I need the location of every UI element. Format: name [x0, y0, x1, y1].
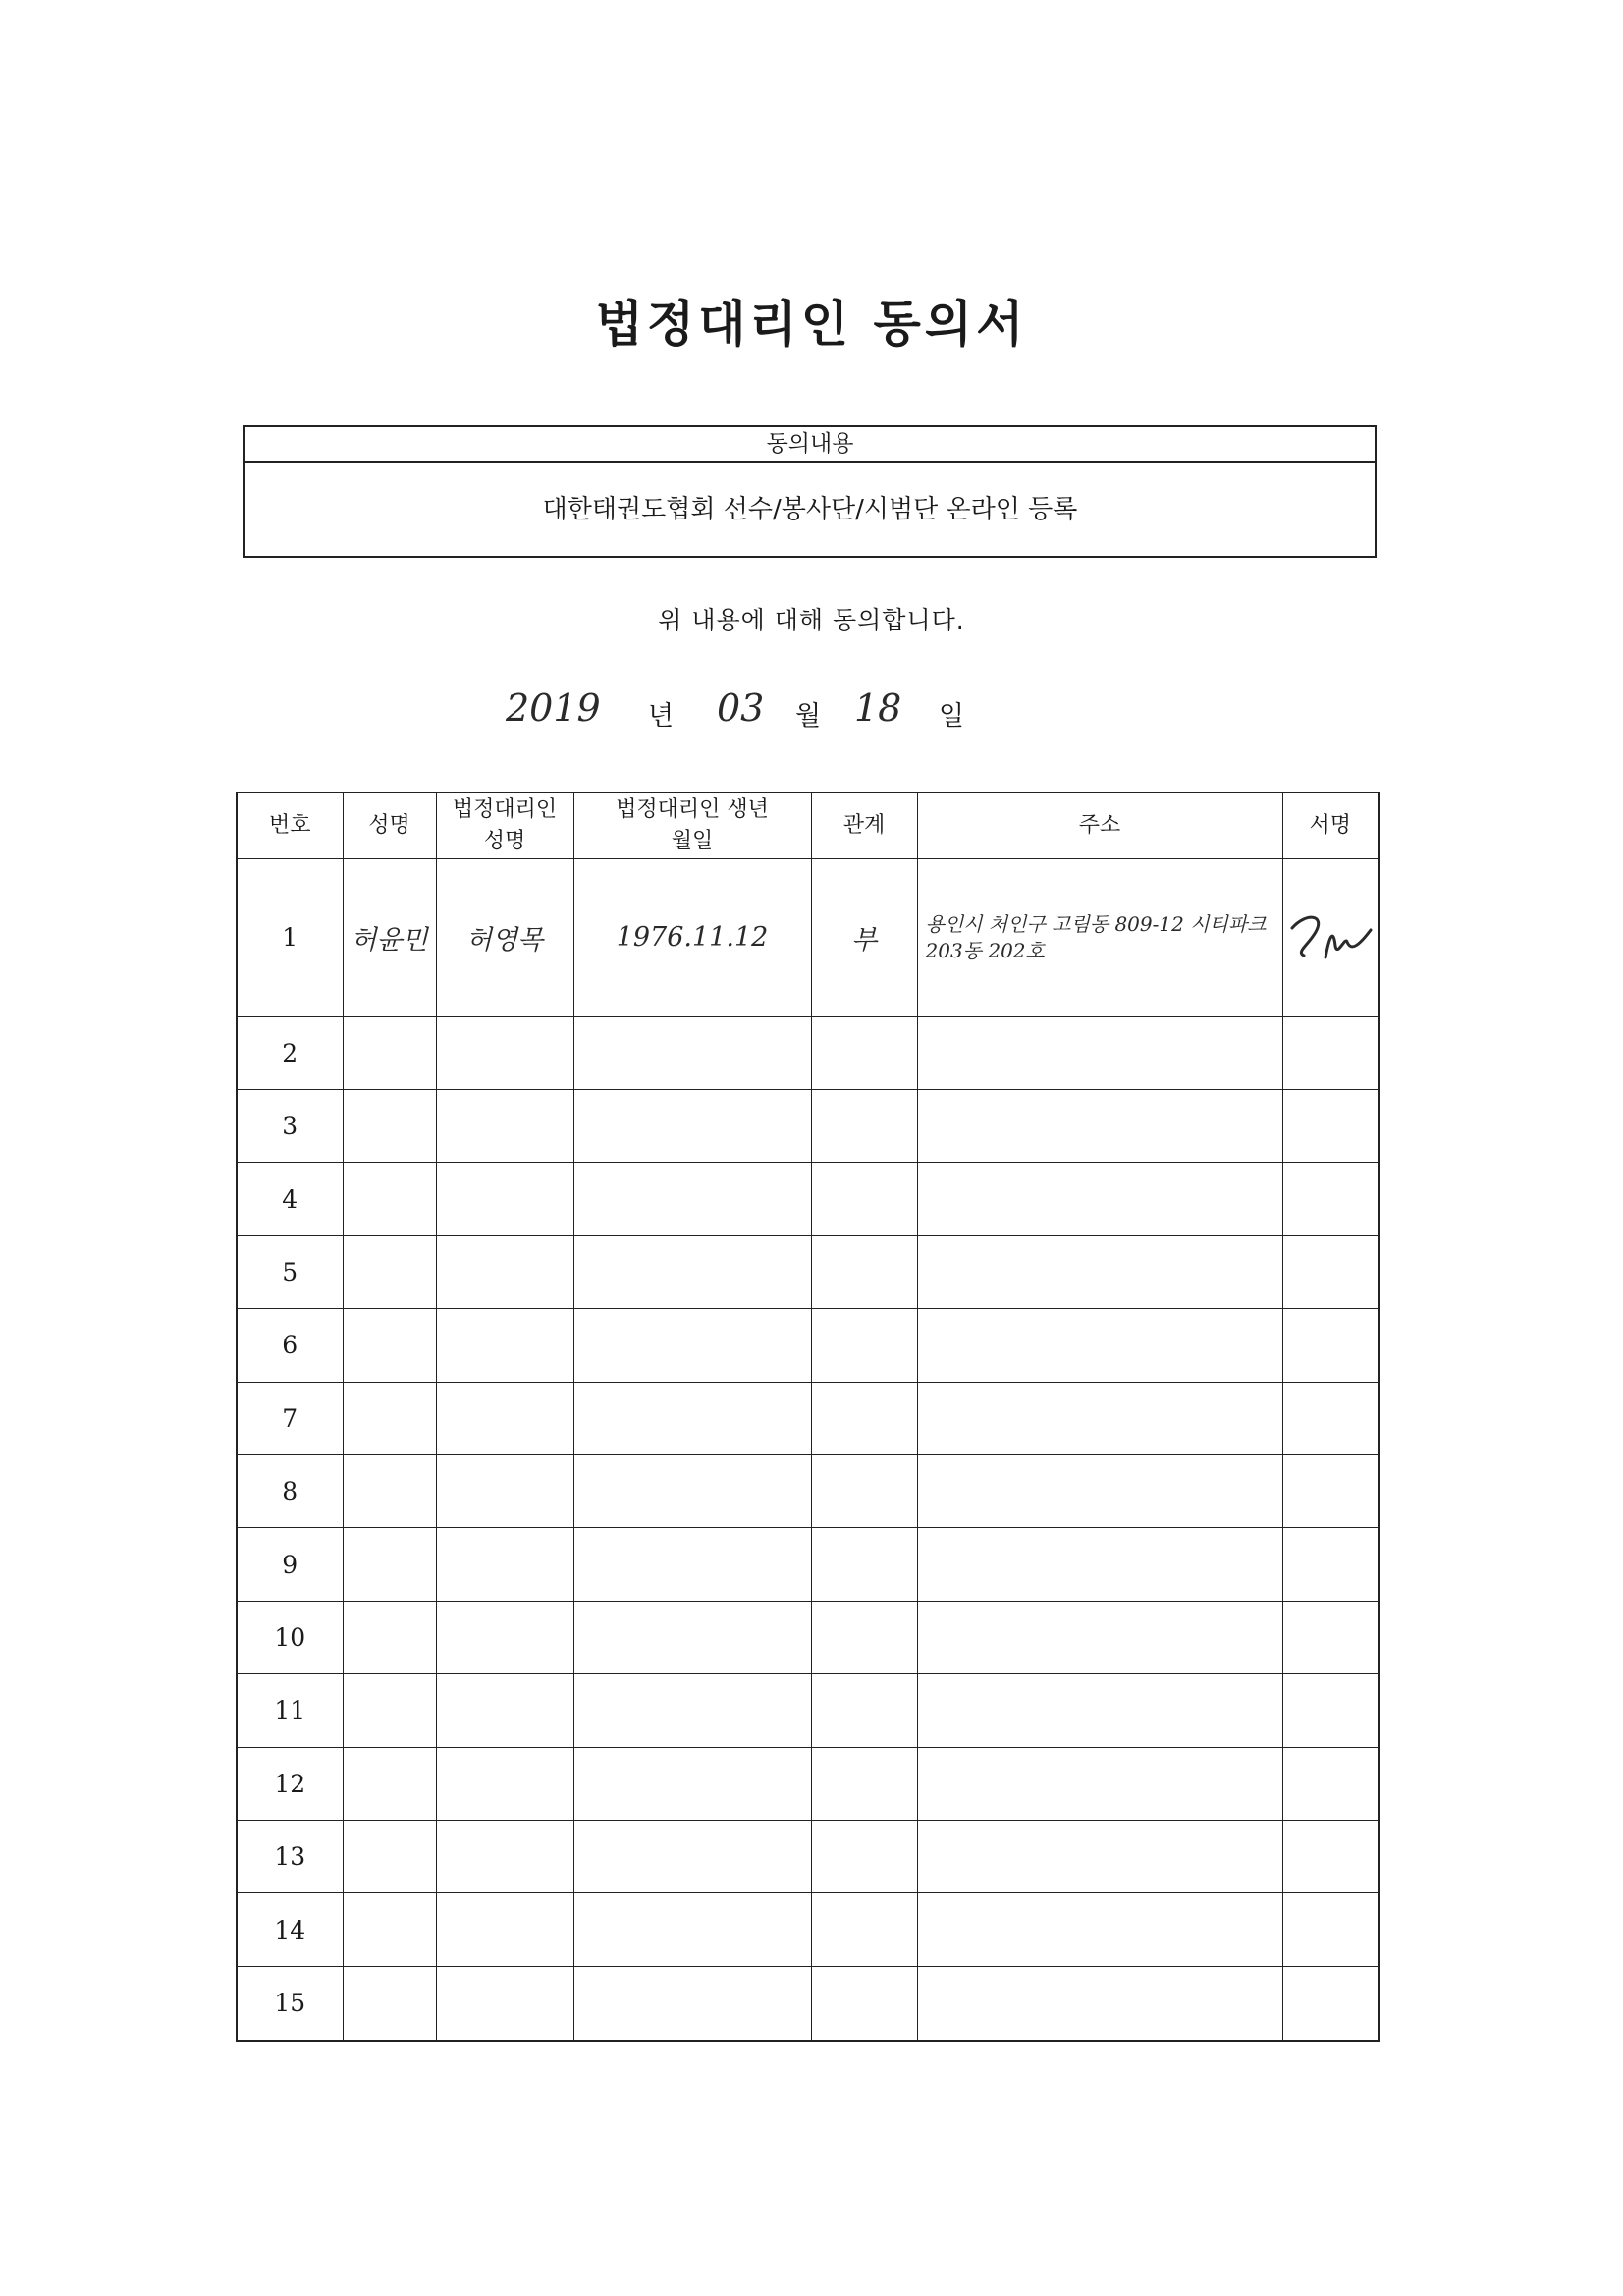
row-number: 12	[237, 1747, 343, 1820]
cell-signature	[1282, 1309, 1379, 1382]
cell-guardian-birth	[573, 1455, 811, 1528]
cell-guardian-name: 허영목	[436, 858, 573, 1016]
cell-name	[343, 1455, 436, 1528]
consent-box	[243, 425, 1377, 558]
cell-address	[917, 1090, 1282, 1163]
cell-address	[917, 1235, 1282, 1308]
cell-relation	[811, 1382, 917, 1454]
cell-name	[343, 1016, 436, 1089]
table-row	[237, 1309, 1379, 1382]
date-line	[0, 683, 1623, 741]
cell-relation	[811, 1163, 917, 1235]
cell-address	[917, 1455, 1282, 1528]
cell-relation	[811, 1966, 917, 2041]
cell-signature	[1282, 1601, 1379, 1673]
date-year: 2019	[506, 686, 601, 730]
cell-relation	[811, 1455, 917, 1528]
cell-name	[343, 1601, 436, 1673]
cell-relation	[811, 1235, 917, 1308]
agreement-text: 위 내용에 대해 동의합니다.	[658, 606, 965, 634]
row-number: 15	[237, 1966, 343, 2041]
row-number: 13	[237, 1820, 343, 1892]
cell-relation	[811, 1016, 917, 1089]
table-row	[237, 1966, 1379, 2041]
cell-guardian-birth	[573, 1820, 811, 1892]
cell-guardian-name	[436, 1382, 573, 1454]
date-day: 18	[854, 686, 902, 730]
cell-guardian-name	[436, 1966, 573, 2041]
cell-name	[343, 1163, 436, 1235]
cell-name	[343, 1090, 436, 1163]
cell-guardian-name	[436, 1893, 573, 1966]
cell-address	[917, 1674, 1282, 1747]
cell-relation	[811, 1674, 917, 1747]
cell-guardian-name	[436, 1674, 573, 1747]
cell-signature	[1282, 1163, 1379, 1235]
cell-guardian-name	[436, 1309, 573, 1382]
cell-signature	[1282, 1528, 1379, 1601]
row-number: 3	[237, 1090, 343, 1163]
table-row	[237, 1016, 1379, 1089]
cell-guardian-birth	[573, 1090, 811, 1163]
cell-name	[343, 1528, 436, 1601]
cell-signature	[1282, 1016, 1379, 1089]
cell-guardian-name	[436, 1235, 573, 1308]
col-header-relation: 관계	[811, 793, 917, 858]
cell-signature	[1282, 1382, 1379, 1454]
cell-signature	[1282, 1747, 1379, 1820]
consent-header: 동의내용	[245, 427, 1375, 463]
table-row	[237, 1382, 1379, 1454]
cell-guardian-name	[436, 1455, 573, 1528]
cell-guardian-birth	[573, 1528, 811, 1601]
cell-address: 용인시 처인구 고림동 809-12 시티파크 203동 202호	[917, 858, 1282, 1016]
cell-address	[917, 1016, 1282, 1089]
cell-signature	[1282, 1893, 1379, 1966]
cell-address	[917, 1747, 1282, 1820]
cell-guardian-name	[436, 1016, 573, 1089]
date-month: 03	[717, 686, 765, 730]
cell-name	[343, 1235, 436, 1308]
cell-guardian-birth	[573, 1309, 811, 1382]
cell-relation	[811, 1893, 917, 1966]
row-number: 10	[237, 1601, 343, 1673]
cell-signature	[1282, 1820, 1379, 1892]
cell-guardian-name	[436, 1528, 573, 1601]
cell-signature	[1282, 1966, 1379, 2041]
col-header-number: 번호	[237, 793, 343, 858]
table-row	[237, 1235, 1379, 1308]
document-title: 법정대리인 동의서	[595, 295, 1028, 353]
cell-name	[343, 1382, 436, 1454]
cell-name: 허윤민	[343, 858, 436, 1016]
col-header-address: 주소	[917, 793, 1282, 858]
row-number: 6	[237, 1309, 343, 1382]
date-month-label: 월	[795, 701, 822, 732]
row-number: 1	[237, 858, 343, 1016]
cell-guardian-name	[436, 1163, 573, 1235]
date-day-label: 일	[939, 701, 965, 732]
guardian-table	[236, 792, 1380, 2042]
col-header-guardian-name: 법정대리인 성명	[436, 793, 573, 858]
cell-signature	[1282, 1090, 1379, 1163]
row-number: 5	[237, 1235, 343, 1308]
col-header-signature: 서명	[1282, 793, 1379, 858]
cell-name	[343, 1893, 436, 1966]
consent-content: 대한태권도협회 선수/봉사단/시범단 온라인 등록	[542, 495, 1078, 524]
row-number: 8	[237, 1455, 343, 1528]
col-header-name: 성명	[343, 793, 436, 858]
cell-signature	[1282, 1235, 1379, 1308]
col-header-guardian-birth: 법정대리인 생년월일	[573, 793, 811, 858]
cell-guardian-name	[436, 1601, 573, 1673]
cell-address	[917, 1820, 1282, 1892]
cell-name	[343, 1674, 436, 1747]
cell-relation: 부	[811, 858, 917, 1016]
table-row	[237, 1601, 1379, 1673]
row-number: 2	[237, 1016, 343, 1089]
row-number: 9	[237, 1528, 343, 1601]
cell-signature	[1282, 1674, 1379, 1747]
cell-address	[917, 1893, 1282, 1966]
cell-address	[917, 1382, 1282, 1454]
table-row	[237, 1674, 1379, 1747]
cell-guardian-birth	[573, 1016, 811, 1089]
cell-guardian-birth	[573, 1747, 811, 1820]
cell-guardian-birth	[573, 1163, 811, 1235]
cell-guardian-birth	[573, 1601, 811, 1673]
row-number: 14	[237, 1893, 343, 1966]
row-number: 4	[237, 1163, 343, 1235]
cell-relation	[811, 1601, 917, 1673]
cell-guardian-birth: 1976.11.12	[573, 858, 811, 1016]
row-number: 7	[237, 1382, 343, 1454]
cell-guardian-birth	[573, 1966, 811, 2041]
cell-guardian-birth	[573, 1382, 811, 1454]
cell-address	[917, 1966, 1282, 2041]
cell-guardian-birth	[573, 1235, 811, 1308]
table-row	[237, 1163, 1379, 1235]
cell-guardian-birth	[573, 1674, 811, 1747]
cell-relation	[811, 1309, 917, 1382]
table-row	[237, 1528, 1379, 1601]
cell-address	[917, 1601, 1282, 1673]
signature-scribble	[1286, 906, 1375, 965]
row-number: 11	[237, 1674, 343, 1747]
cell-relation	[811, 1747, 917, 1820]
table-header-row	[237, 793, 1379, 858]
table-row	[237, 1747, 1379, 1820]
date-year-label: 년	[648, 701, 675, 732]
cell-signature	[1282, 1455, 1379, 1528]
cell-guardian-name	[436, 1747, 573, 1820]
table-row	[237, 1090, 1379, 1163]
cell-name	[343, 1966, 436, 2041]
cell-address	[917, 1309, 1282, 1382]
cell-name	[343, 1820, 436, 1892]
cell-relation	[811, 1528, 917, 1601]
cell-guardian-birth	[573, 1893, 811, 1966]
table-row	[237, 1455, 1379, 1528]
cell-address	[917, 1528, 1282, 1601]
cell-name	[343, 1747, 436, 1820]
cell-address	[917, 1163, 1282, 1235]
cell-signature	[1282, 858, 1379, 1016]
table-row	[237, 858, 1379, 1016]
cell-relation	[811, 1090, 917, 1163]
cell-guardian-name	[436, 1090, 573, 1163]
table-row	[237, 1820, 1379, 1892]
table-body	[237, 858, 1379, 2041]
table-row	[237, 1893, 1379, 1966]
cell-guardian-name	[436, 1820, 573, 1892]
cell-relation	[811, 1820, 917, 1892]
cell-name	[343, 1309, 436, 1382]
